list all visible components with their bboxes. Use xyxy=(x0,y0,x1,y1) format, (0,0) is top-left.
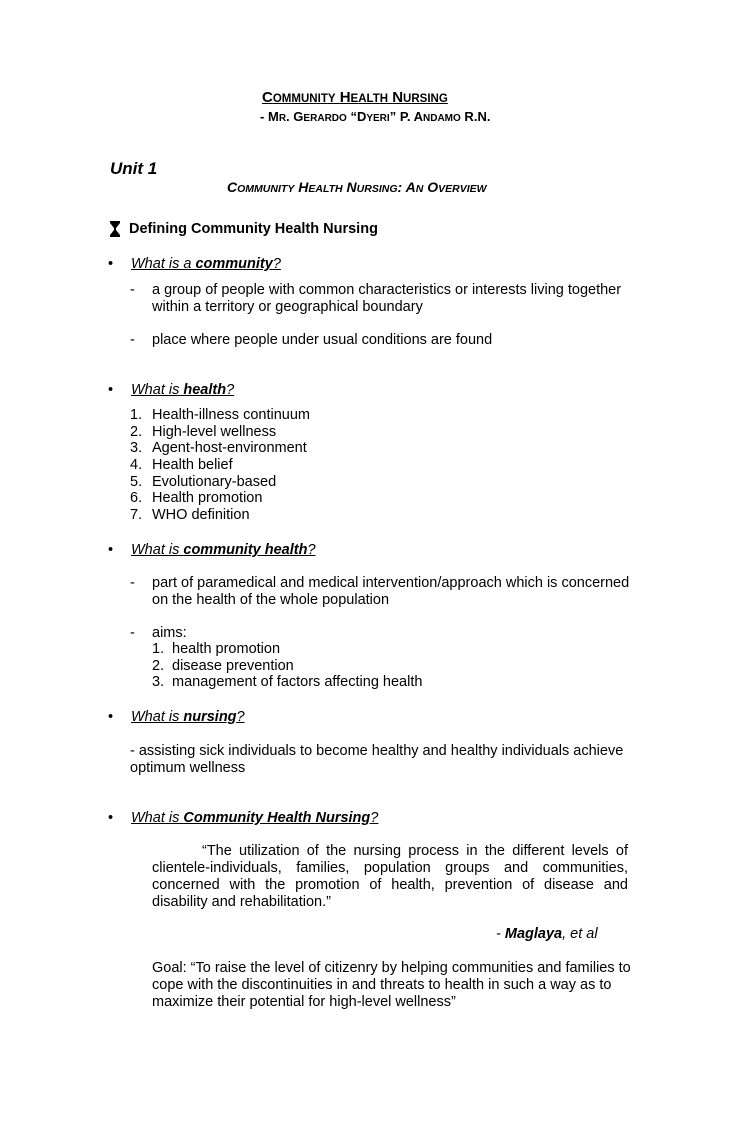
bullet-dot: • xyxy=(108,709,114,725)
unit-label: Unit 1 xyxy=(110,159,158,178)
list-item: 3. Agent-host-environment xyxy=(130,440,307,457)
quote-attribution: - Maglaya, et al xyxy=(496,926,598,942)
question-community-health: What is community health? xyxy=(131,542,316,558)
nursing-definition: - assisting sick individuals to become healthy and healthy individuals achieve optimum wellness xyxy=(130,743,624,776)
bullet-dot: • xyxy=(108,256,114,272)
list-item: 2. disease prevention xyxy=(152,657,294,674)
bullet-dot: • xyxy=(108,542,114,558)
list-item: 1. health promotion xyxy=(152,641,281,657)
list-item: 1. Health-illness continuum xyxy=(130,407,310,423)
list-item: 6. Health promotion xyxy=(130,490,263,507)
document-author: - MR. GERARDO “DYERI” P. ANDAMO R.N. xyxy=(260,109,491,124)
unit-subtitle: COMMUNITY HEALTH NURSING: AN OVERVIEW xyxy=(227,179,487,195)
dash-marker: - xyxy=(130,332,135,348)
question-nursing: What is nursing? xyxy=(131,709,245,725)
list-item: 3. management of factors affecting health xyxy=(152,674,423,691)
list-item: 7. WHO definition xyxy=(130,507,250,524)
question-health: What is health? xyxy=(131,382,235,398)
aims-label: aims: xyxy=(152,625,187,641)
question-chn: What is Community Health Nursing? xyxy=(131,810,379,826)
dash-marker: - xyxy=(130,625,135,641)
hourglass-bullet-icon xyxy=(110,221,120,237)
dash-marker: - xyxy=(130,575,135,591)
aims-list xyxy=(152,641,422,691)
chn-definition-quote: “The utilization of the nursing process in the different levels of clientele-individuals, families, population groups and communities, concerned with the promotion of health, prevention of disease and disability and rehabilitation.” xyxy=(152,843,628,910)
health-list xyxy=(130,407,310,524)
community-definition-1: a group of people with common characteristics or interests living together within a territory or geographical boundary xyxy=(152,282,622,315)
community-definition-2: place where people under usual conditions are found xyxy=(152,332,493,348)
question-community: What is a community? xyxy=(131,256,281,272)
section-heading: Defining Community Health Nursing xyxy=(129,221,378,237)
list-item: 4. Health belief xyxy=(130,457,233,474)
document-title: COMMUNITY HEALTH NURSING xyxy=(262,89,448,106)
chn-goal: Goal: “To raise the level of citizenry by helping communities and families to cope with the discontinuities in and threats to health in such a way as to maximize their potential for high-level wellness” xyxy=(152,960,631,1010)
bullet-dot: • xyxy=(108,382,114,398)
list-item: 2. High-level wellness xyxy=(130,423,277,440)
bullet-dot: • xyxy=(108,810,114,826)
community-health-definition: part of paramedical and medical intervention/approach which is concerned on the health of the whole population xyxy=(152,575,630,608)
list-item: 5. Evolutionary-based xyxy=(130,473,277,490)
dash-marker: - xyxy=(130,282,135,298)
